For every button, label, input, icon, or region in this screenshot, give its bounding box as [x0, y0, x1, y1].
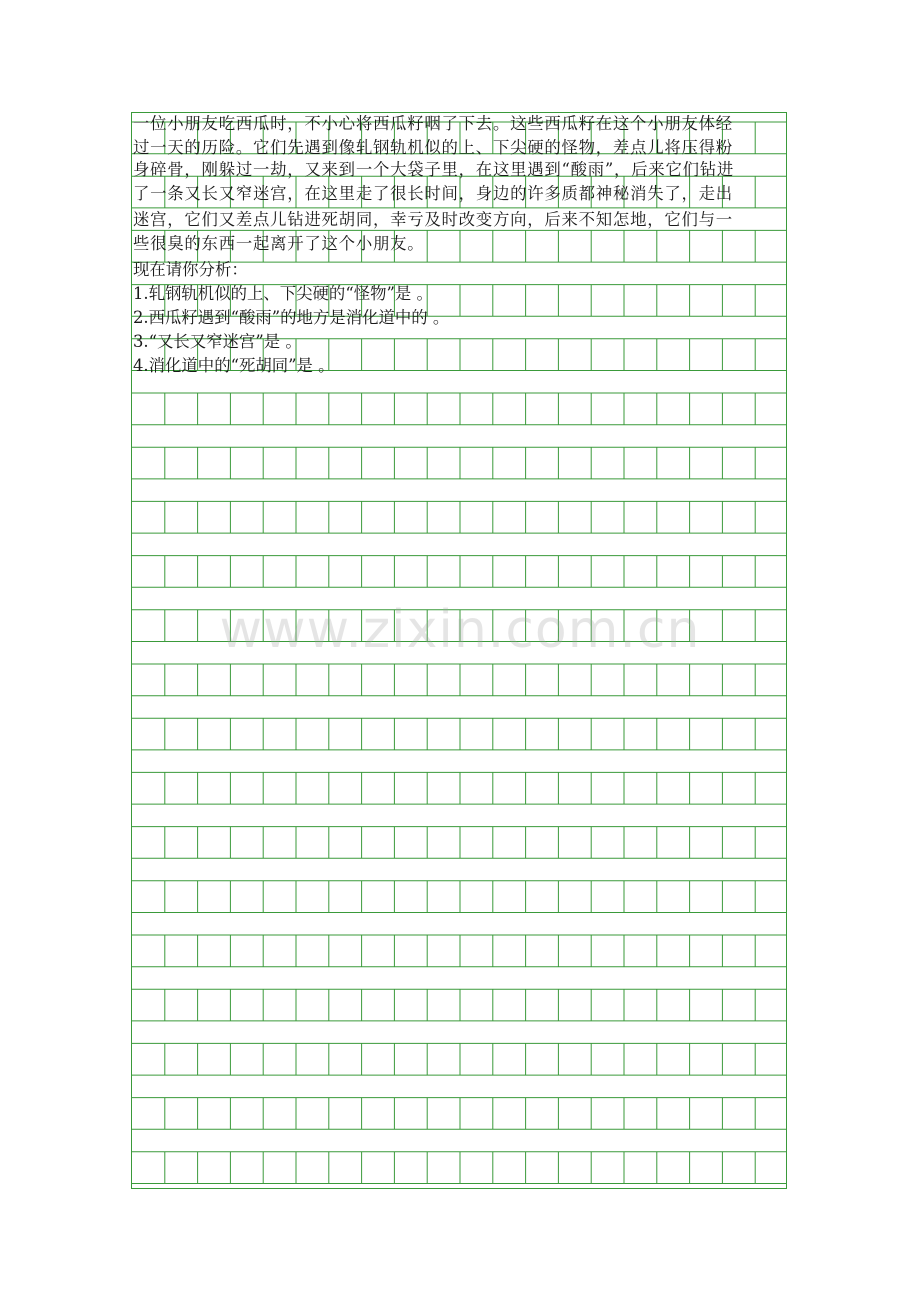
- passage-line-5: 迷宫，它们又差点儿钻进死胡同，幸亏及时改变方向，后来不知怎地，它们与一: [133, 210, 733, 229]
- passage-line-4: 了一条又长又窄迷宫，在这里走了很长时间，身边的许多质都神秘消失了，走出: [133, 184, 733, 203]
- passage-line-1: 一位小朋友吃西瓜时，不小心将西瓜籽咽了下去。这些西瓜籽在这个小朋友体经: [133, 114, 733, 133]
- passage-line-3: 身碎骨，刚躲过一劫，又来到一个大袋子里，在这里遇到“酸雨”，后来它们钻进: [133, 160, 735, 179]
- passage-line-6: 些很臭的东西一起离开了这个小朋友。: [133, 234, 425, 253]
- question-1: 1.轧钢轨机似的上、下尖硬的“怪物”是 。: [133, 284, 433, 303]
- watermark: www.zixin.com.cn: [219, 600, 701, 660]
- question-3: 3.“又长又窄迷宫”是 。: [133, 332, 302, 351]
- analysis-prompt: 现在请你分析：: [133, 260, 248, 279]
- question-2: 2.西瓜籽遇到“酸雨”的地方是消化道中的 。: [133, 308, 450, 327]
- writing-grid-paper: [131, 112, 787, 1189]
- question-4: 4.消化道中的“死胡同”是 。: [133, 356, 335, 375]
- passage-line-2: 过一天的历险。它们先遇到像轧钢轨机似的上、下尖硬的怪物，差点儿将压得粉: [133, 138, 733, 157]
